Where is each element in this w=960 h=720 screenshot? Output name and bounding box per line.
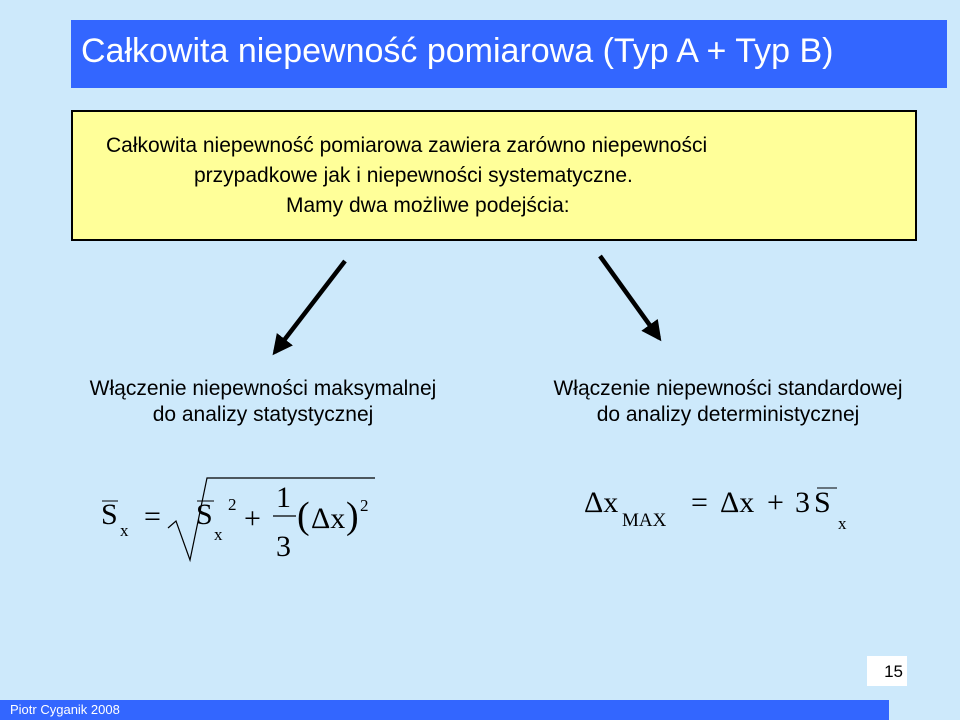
page-number: 15 bbox=[884, 662, 903, 681]
formula-left-lhs-subscript: x bbox=[120, 521, 129, 540]
formula-right-lhs: Δx bbox=[584, 486, 619, 519]
page-number-box bbox=[867, 656, 907, 686]
left-approach-line-1: Włączenie niepewności maksymalnej bbox=[89, 377, 437, 400]
footer-bar bbox=[0, 700, 889, 720]
right-approach-text bbox=[518, 376, 938, 428]
info-line-2: przypadkowe jak i niepewności systematyczne. bbox=[194, 164, 633, 187]
formula-left-close-paren: ) bbox=[346, 495, 359, 537]
formula-right-subscript: x bbox=[838, 514, 847, 533]
formula-right-rhs-delta: Δx bbox=[720, 486, 755, 519]
right-approach-line-2: do analizy deterministycznej bbox=[596, 403, 860, 426]
left-approach-line-2: do analizy statystycznej bbox=[152, 403, 374, 426]
formula-left-term-exponent: 2 bbox=[228, 495, 237, 514]
right-approach-line-1: Włączenie niepewności standardowej bbox=[553, 377, 903, 400]
formula-left-term-symbol: S bbox=[196, 498, 213, 531]
formula-left-delta-exponent: 2 bbox=[360, 496, 369, 515]
formula-right-symbol: S bbox=[814, 486, 831, 519]
formula-right-lhs-subscript: MAX bbox=[622, 510, 667, 531]
formula-right-coefficient: 3 bbox=[795, 486, 810, 519]
formula-right-equals: = bbox=[691, 486, 708, 519]
formula-left-denominator: 3 bbox=[276, 530, 291, 563]
slide-title: Całkowita niepewność pomiarowa (Typ A + Typ B) bbox=[81, 32, 834, 70]
footer-author: Piotr Cyganik 2008 bbox=[10, 702, 120, 717]
info-line-1: Całkowita niepewność pomiarowa zawiera zarówno niepewności bbox=[106, 134, 708, 157]
formula-left-lhs-symbol: S bbox=[101, 498, 118, 531]
formula-left-numerator: 1 bbox=[276, 481, 291, 514]
formula-left-term-subscript: x bbox=[214, 525, 223, 544]
formula-left-open-paren: ( bbox=[297, 495, 310, 537]
formula-right-plus: + bbox=[767, 486, 784, 519]
info-line-3: Mamy dwa możliwe podejścia: bbox=[286, 194, 570, 217]
left-arrow-icon bbox=[275, 261, 345, 352]
formula-left-delta-term: Δx bbox=[311, 502, 346, 535]
left-approach-text bbox=[56, 376, 470, 428]
right-arrow-icon bbox=[600, 256, 659, 338]
formula-left-equals: = bbox=[144, 500, 161, 533]
formula-left-plus: + bbox=[244, 502, 261, 535]
